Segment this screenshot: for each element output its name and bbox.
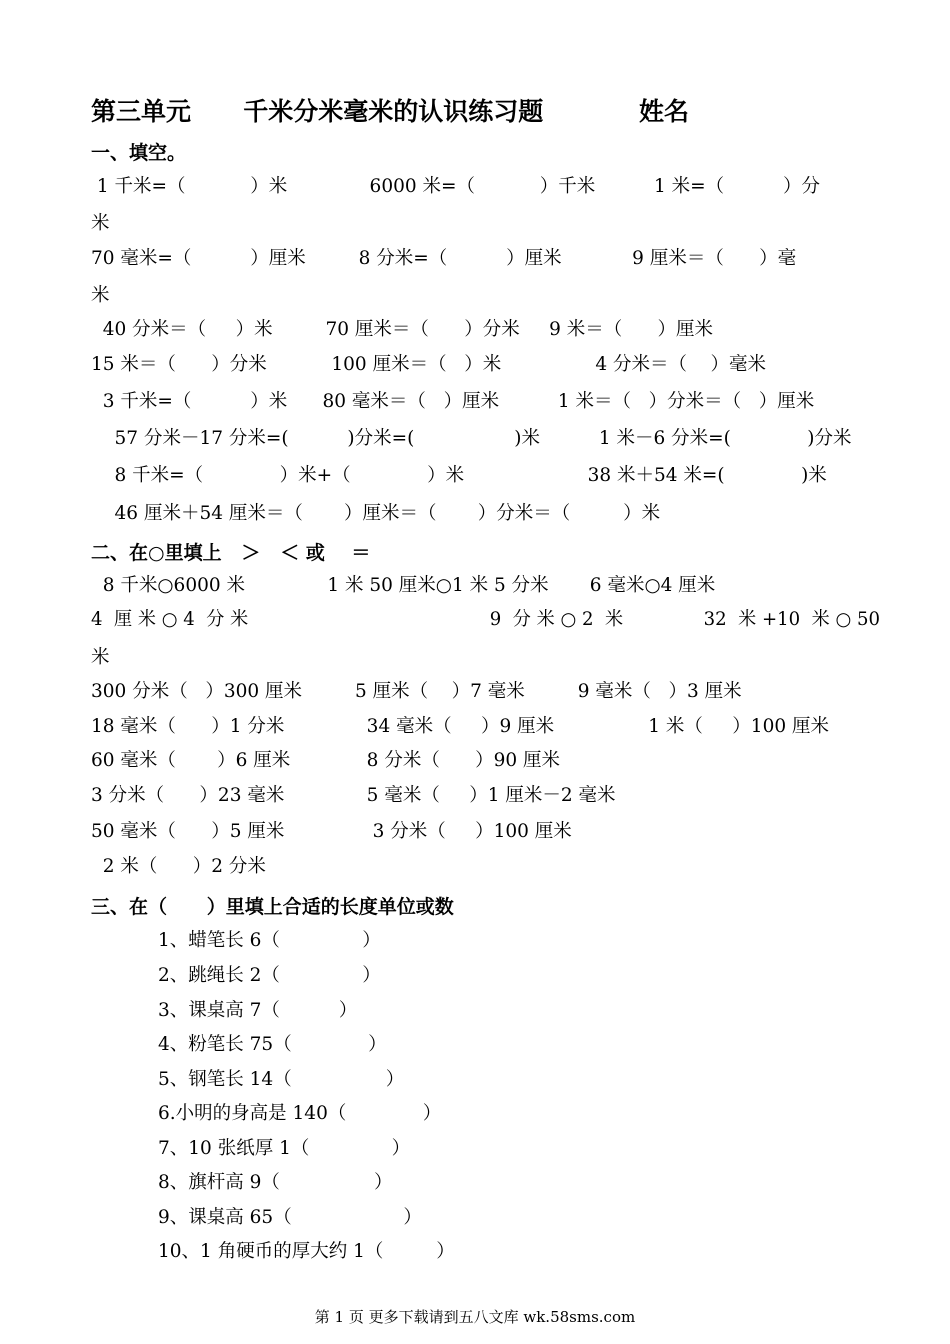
section1-row: 3 千米=（ ）米 80 毫米＝（ ）厘米 1 米＝（ ）分米＝（ ）厘米 <box>91 391 815 412</box>
section3-item: 2、跳绳长 2（ ） <box>158 965 381 986</box>
section2-row: 300 分米（ ）300 厘米 5 厘米（ ）7 毫米 9 毫米（ ）3 厘米 <box>91 681 742 702</box>
section2-row: 18 毫米（ ）1 分米 34 毫米（ ）9 厘米 1 米（ ）100 厘米 <box>91 716 829 737</box>
section2-row: 米 <box>91 647 110 668</box>
section1-row: 8 千米=（ ）米+（ ）米 38 米＋54 米=( )米 <box>91 465 827 486</box>
section3-item: 3、课桌高 7（ ） <box>158 1000 358 1021</box>
section3-item: 8、旗杆高 9（ ） <box>158 1172 393 1193</box>
section1-row: 米 <box>91 285 110 306</box>
section2-row: 8 千米○6000 米 1 米 50 厘米○1 米 5 分米 6 毫米○4 厘米 <box>91 575 716 596</box>
section2-row: 60 毫米（ ）6 厘米 8 分米（ ）90 厘米 <box>91 750 561 771</box>
section2-row: 3 分米（ ）23 毫米 5 毫米（ ）1 厘米－2 毫米 <box>91 785 616 806</box>
section1-row: 57 分米－17 分米=( )分米=( )米 1 米－6 分米=( )分米 <box>91 428 852 449</box>
section1-heading: 一、填空。 <box>91 142 187 164</box>
section3-item: 9、课桌高 65（ ） <box>158 1207 422 1228</box>
section3-item: 4、粉笔长 75（ ） <box>158 1034 387 1055</box>
section1-row: 70 毫米=（ ）厘米 8 分米=（ ）厘米 9 厘米＝（ ）毫 <box>91 248 797 269</box>
section1-row: 46 厘米＋54 厘米＝（ ）厘米＝（ ）分米＝（ ）米 <box>91 503 661 524</box>
page-footer: 第 1 页 更多下载请到五八文库 wk.58sms.com <box>314 1308 636 1326</box>
section1-row: 15 米＝（ ）分米 100 厘米＝（ ）米 4 分米＝（ ）毫米 <box>91 354 766 375</box>
section2-row: 4 厘 米 ○ 4 分 米 9 分 米 ○ 2 米 32 米 +10 米 ○ 50 <box>91 609 881 630</box>
section3-item: 6.小明的身高是 140（ ） <box>158 1103 442 1124</box>
section2-row: 2 米（ ）2 分米 <box>91 856 266 877</box>
section3-item: 5、钢笔长 14（ ） <box>158 1069 405 1090</box>
section1-row: 1 千米=（ ）米 6000 米=（ ）千米 1 米=（ ）分 <box>91 176 820 197</box>
section2-row: 50 毫米（ ）5 厘米 3 分米（ ）100 厘米 <box>91 821 572 842</box>
section1-row: 米 <box>91 213 110 234</box>
section3-heading: 三、在（ ）里填上合适的长度单位或数 <box>91 896 454 918</box>
section3-item: 7、10 张纸厚 1（ ） <box>158 1138 411 1159</box>
section3-item: 10、1 角硬币的厚大约 1（ ） <box>158 1241 455 1262</box>
section2-heading: 二、在○里填上 ＞ ＜ 或 ＝ <box>91 542 371 564</box>
page-title: 第三单元 千米分米毫米的认识练习题 姓名 <box>91 97 689 126</box>
section1-row: 40 分米＝（ ）米 70 厘米＝（ ）分米 9 米＝（ ）厘米 <box>91 319 714 340</box>
section3-item: 1、蜡笔长 6（ ） <box>158 930 381 951</box>
